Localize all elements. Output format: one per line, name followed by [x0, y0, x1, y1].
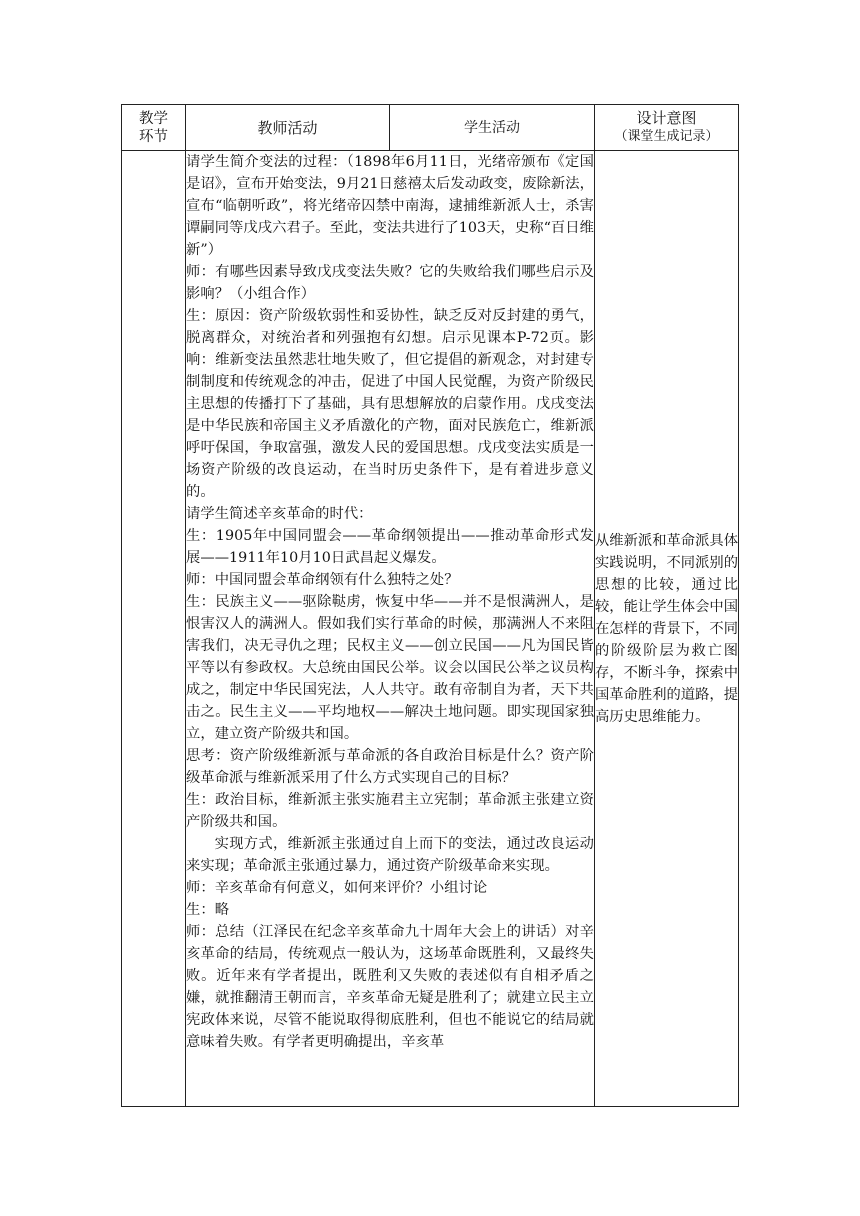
lesson-plan-table — [121, 104, 739, 1107]
design-intent-cell — [595, 151, 739, 1107]
activity-paragraph: 实现方式，维新派主张通过自上而下的变法，通过改良运动来实现；革命派主张通过暴力，通过资产阶级革命来实现。 — [186, 836, 594, 874]
activity-cell — [186, 151, 595, 1107]
header-design-intent — [595, 105, 739, 151]
content-row — [122, 151, 739, 1107]
header-teaching-stage — [122, 105, 186, 151]
design-intent-text: 从维新派和革命派具体实践说明，不同派别的思想的比较，通过比较，能让学生体会中国在怎样的背景下，不同的阶级阶层为救亡图存，不断斗争，探索中国革命胜利的道路，提高历史思维能力。 — [595, 532, 738, 725]
header-teacher-activity: 教师活动 — [186, 105, 390, 151]
activity-paragraph: 请学生简介变法的过程：（1898年6月11日，光绪帝颁布《定国是诏》，宣布开始变法，9月21日慈禧太后发动政变，废除新法，宣布“临朝听政”，将光绪帝囚禁中南海，逮捕维新派人士，杀害谭嗣同等戊戌六君子。至此，变法共进行了103天，史称“百日维新”） — [186, 154, 594, 258]
activity-paragraph: 思考：资产阶级维新派与革命派的各自政治目标是什么？资产阶级革命派与维新派采用了什么方式实现自己的目标？ — [186, 748, 594, 786]
header-student-activity: 学生活动 — [390, 105, 595, 151]
header-design-intent-subtitle: （课堂生成记录） — [614, 129, 719, 144]
activity-paragraph: 生：政治目标，维新派主张实施君主立宪制；革命派主张建立资产阶级共和国。 — [186, 792, 594, 830]
activity-paragraph: 师：有哪些因素导致戊戌变法失败？它的失败给我们哪些启示及影响？（小组合作） — [186, 264, 594, 302]
activity-text — [186, 151, 594, 1106]
header-row — [122, 105, 739, 151]
activity-paragraph: 生：原因：资产阶级软弱性和妥协性，缺乏反对反封建的勇气，脱离群众，对统治者和列强抱有幻想。启示见课本P-72页。影响：维新变法虽然悲壮地失败了，但它提倡的新观念，对封建专制制度和传统观念的冲击，促进了中国人民觉醒，为资产阶级民主思想的传播打下了基础，具有思想解放的启蒙作用。戊戌变法是中华民族和帝国主义矛盾激化的产物，面对民族危亡，维新派呼吁保国，争取富强，激发人民的爱国思想。戊戌变法实质是一场资产阶级的改良运动，在当时历史条件下，是有着进步意义的。 — [186, 308, 594, 500]
activity-paragraph: 师：辛亥革命有何意义，如何来评价？小组讨论 — [186, 880, 488, 896]
activity-paragraph: 师：总结（江泽民在纪念辛亥革命九十周年大会上的讲话）对辛亥革命的结局，传统观点一般认为，这场革命既胜利，又最终失败。近年来有学者提出，既胜利又失败的表述似有自相矛盾之嫌，就推翻清王朝而言，辛亥革命无疑是胜利了；就建立民主立宪政体来说，尽管不能说取得彻底胜利，但也不能说它的结局就意味着失败。有学者更明确提出，辛亥革 — [186, 924, 594, 1050]
activity-paragraph: 生：1905年中国同盟会——革命纲领提出——推动革命形式发展——1911年10月10日武昌起义爆发。 — [186, 528, 594, 566]
activity-paragraph: 请学生简述辛亥革命的时代： — [186, 506, 373, 522]
activity-paragraph: 师：中国同盟会革命纲领有什么独特之处？ — [186, 572, 459, 588]
activity-paragraph: 生：略 — [186, 902, 230, 918]
teaching-stage-cell — [122, 151, 186, 1107]
activity-paragraph: 生：民族主义——驱除鞑虏，恢复中华——并不是恨满洲人，是恨害汉人的满洲人。假如我们实行革命的时候，那满洲人不来阻害我们，决无寻仇之理；民权主义——创立民国——凡为国民皆平等以有参政权。大总统由国民公举。议会以国民公举之议员构成之，制定中华民国宪法，人人共守。敢有帝制自为者，天下共击之。民生主义——平均地权——解决土地问题。即实现国家独立，建立资产阶级共和国。 — [186, 594, 594, 742]
header-teaching-stage-label: 教学环节 — [138, 110, 168, 145]
header-design-intent-title: 设计意图 — [636, 109, 697, 127]
